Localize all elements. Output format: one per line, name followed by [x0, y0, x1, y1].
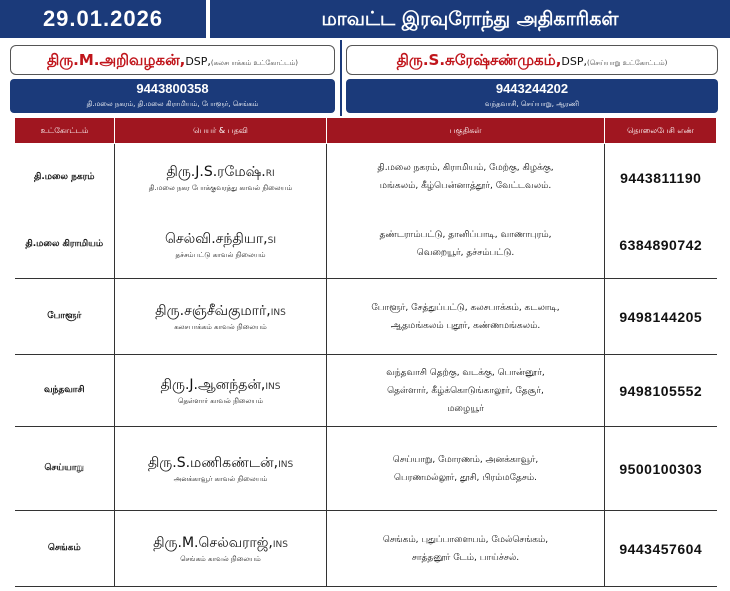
table-row — [15, 144, 717, 211]
row-officer — [115, 211, 327, 279]
officer-card-2 — [346, 45, 718, 75]
officer-1-areas: தி.மலை நகரம், தி.மலை கிராமியம், போளூர், செங்கம் — [86, 100, 259, 108]
row-phone-number: 9498105552 — [619, 383, 703, 399]
officer-2-subdivision: (செய்யாறு உட்கோட்டம்) — [587, 59, 668, 67]
row-phone-number: 9443457604 — [619, 541, 703, 557]
officers-table — [14, 117, 717, 587]
row-areas — [327, 211, 605, 279]
table-header-row — [15, 118, 717, 144]
row-subdivision: வந்தவாசி — [15, 355, 115, 427]
officer-2-areas: வந்தவாசி, செய்யாறு, ஆரணி — [484, 100, 580, 108]
row-officer-station: அனக்காவூர் காவல் நிலையம் — [173, 475, 268, 483]
row-officer-designation: INS — [265, 382, 281, 392]
table-row — [15, 211, 717, 279]
officer-1-contact — [10, 79, 335, 113]
row-areas — [327, 355, 605, 427]
officer-2-designation: DSP, — [561, 55, 588, 68]
officer-1-designation: DSP, — [185, 55, 211, 68]
table-row — [15, 511, 717, 587]
header-subdivision: உட்கோட்டம் — [15, 118, 115, 144]
row-areas — [327, 511, 605, 587]
page-title: மாவட்ட இரவுரோந்து அதிகாரிகள் — [321, 8, 619, 30]
row-officer — [115, 355, 327, 427]
row-officer-designation: INS — [270, 308, 286, 318]
row-areas-line: தண்டராம்பட்டு, தானிப்பாடி, வாணாபுரம், — [379, 230, 552, 241]
row-subdivision: தி.மலை நகரம் — [15, 144, 115, 211]
row-officer-name: திரு.J.ஆனந்தன், — [160, 377, 266, 393]
row-phone — [605, 355, 717, 427]
row-officer — [115, 279, 327, 355]
row-officer-name: திரு.S.மணிகண்டன், — [147, 455, 279, 471]
row-officer-designation: INS — [272, 540, 288, 550]
row-areas-line: வந்தவாசி தெற்கு, வடக்கு, பொன்னூர், — [386, 367, 545, 378]
officer-1-phone: 9443800358 — [136, 81, 209, 96]
row-areas-line: சாத்தனூர் டேம், பாய்ச்சல். — [411, 552, 520, 563]
row-areas — [327, 144, 605, 211]
row-officer-station: கலசபாக்கம் காவல் நிலையம் — [174, 323, 267, 331]
row-officer-designation: INS — [278, 460, 294, 470]
row-phone — [605, 427, 717, 511]
officer-1-subdivision: (கலசபாக்கம் உட்கோட்டம்) — [210, 59, 299, 67]
row-areas-line: மழையூர் — [447, 403, 484, 414]
row-areas-line: போளூர், சேத்துப்பட்டு, கலசபாக்கம், கடலாடி, — [371, 302, 560, 313]
row-phone-number: 6384890742 — [619, 236, 703, 253]
header-phone: தொலைபேசி எண் — [605, 118, 717, 144]
header-areas: பகுதிகள் — [327, 118, 605, 144]
row-phone-number: 9443811190 — [620, 169, 702, 186]
officer-2-contact — [346, 79, 718, 113]
row-officer-designation: SI — [267, 235, 276, 246]
row-officer — [115, 144, 327, 211]
row-areas-line: தெள்ளார், கீழ்க்கொடுங்காலூர், தேசூர், — [387, 385, 544, 396]
row-subdivision: செய்யாறு — [15, 427, 115, 511]
row-officer — [115, 427, 327, 511]
date-label: 29.01.2026 — [42, 6, 164, 31]
officer-divider — [340, 40, 342, 116]
row-officer-station: செங்கம் காவல் நிலையம் — [180, 555, 261, 563]
row-phone — [605, 511, 717, 587]
row-phone — [605, 144, 717, 211]
table-row — [15, 427, 717, 511]
officer-2-phone: 9443244202 — [495, 81, 569, 96]
row-areas — [327, 427, 605, 511]
row-officer-name: செல்வி.சந்தியா, — [165, 230, 268, 247]
row-officer-station: தச்சம்பட்டு காவல் நிலையம் — [175, 250, 266, 259]
row-subdivision: செங்கம் — [15, 511, 115, 587]
row-areas-line: செங்கம், புதுப்பாளையம், மேல்செங்கம், — [382, 534, 549, 545]
header-name-designation: பெயர் & பதவி — [115, 118, 327, 144]
row-officer-station: தெள்ளார் காவல் நிலையம் — [178, 397, 263, 405]
row-subdivision: போளூர் — [15, 279, 115, 355]
row-officer-name: திரு.M.செல்வராஜ், — [153, 535, 273, 551]
row-areas — [327, 279, 605, 355]
row-officer-designation: RI — [265, 168, 275, 179]
table-row — [15, 279, 717, 355]
row-areas-line: ஆதமங்கலம் புதூர், கண்ணமங்கலம். — [390, 320, 541, 331]
officer-card-1 — [10, 45, 335, 75]
row-officer-station: தி.மலை நகர போக்குவரத்து காவல் நிலையம் — [148, 183, 293, 192]
officer-2-name: திரு.S.சுரேஷ்சண்முகம், — [396, 51, 562, 69]
row-phone-number: 9500100303 — [619, 461, 703, 477]
row-officer — [115, 511, 327, 587]
row-areas-line: பெரணமல்லூர், தூசி, பிரம்மதேசம். — [394, 472, 537, 483]
header-bar — [0, 0, 730, 38]
row-areas-line: செய்யாறு, மோரணம், அனக்காவூர், — [392, 454, 539, 465]
row-officer-name: திரு.சஞ்சீவ்குமார், — [155, 303, 271, 319]
row-areas-line: வெறையூர், தச்சம்பட்டு. — [416, 248, 515, 259]
row-subdivision: தி.மலை கிராமியம் — [15, 211, 115, 279]
row-phone — [605, 279, 717, 355]
table-row — [15, 355, 717, 427]
row-areas-line: தி.மலை நகரம், கிராமியம், மேற்கு, கிழக்கு, — [377, 163, 554, 174]
officer-1-name: திரு.M.அறிவழகன், — [46, 51, 186, 69]
row-phone — [605, 211, 717, 279]
row-phone-number: 9498144205 — [619, 309, 703, 325]
row-officer-name: திரு.J.S.ரமேஷ். — [166, 163, 266, 180]
row-areas-line: மங்கலம், கீழ்பென்னாத்தூர், வேட்டவலம். — [379, 181, 552, 192]
